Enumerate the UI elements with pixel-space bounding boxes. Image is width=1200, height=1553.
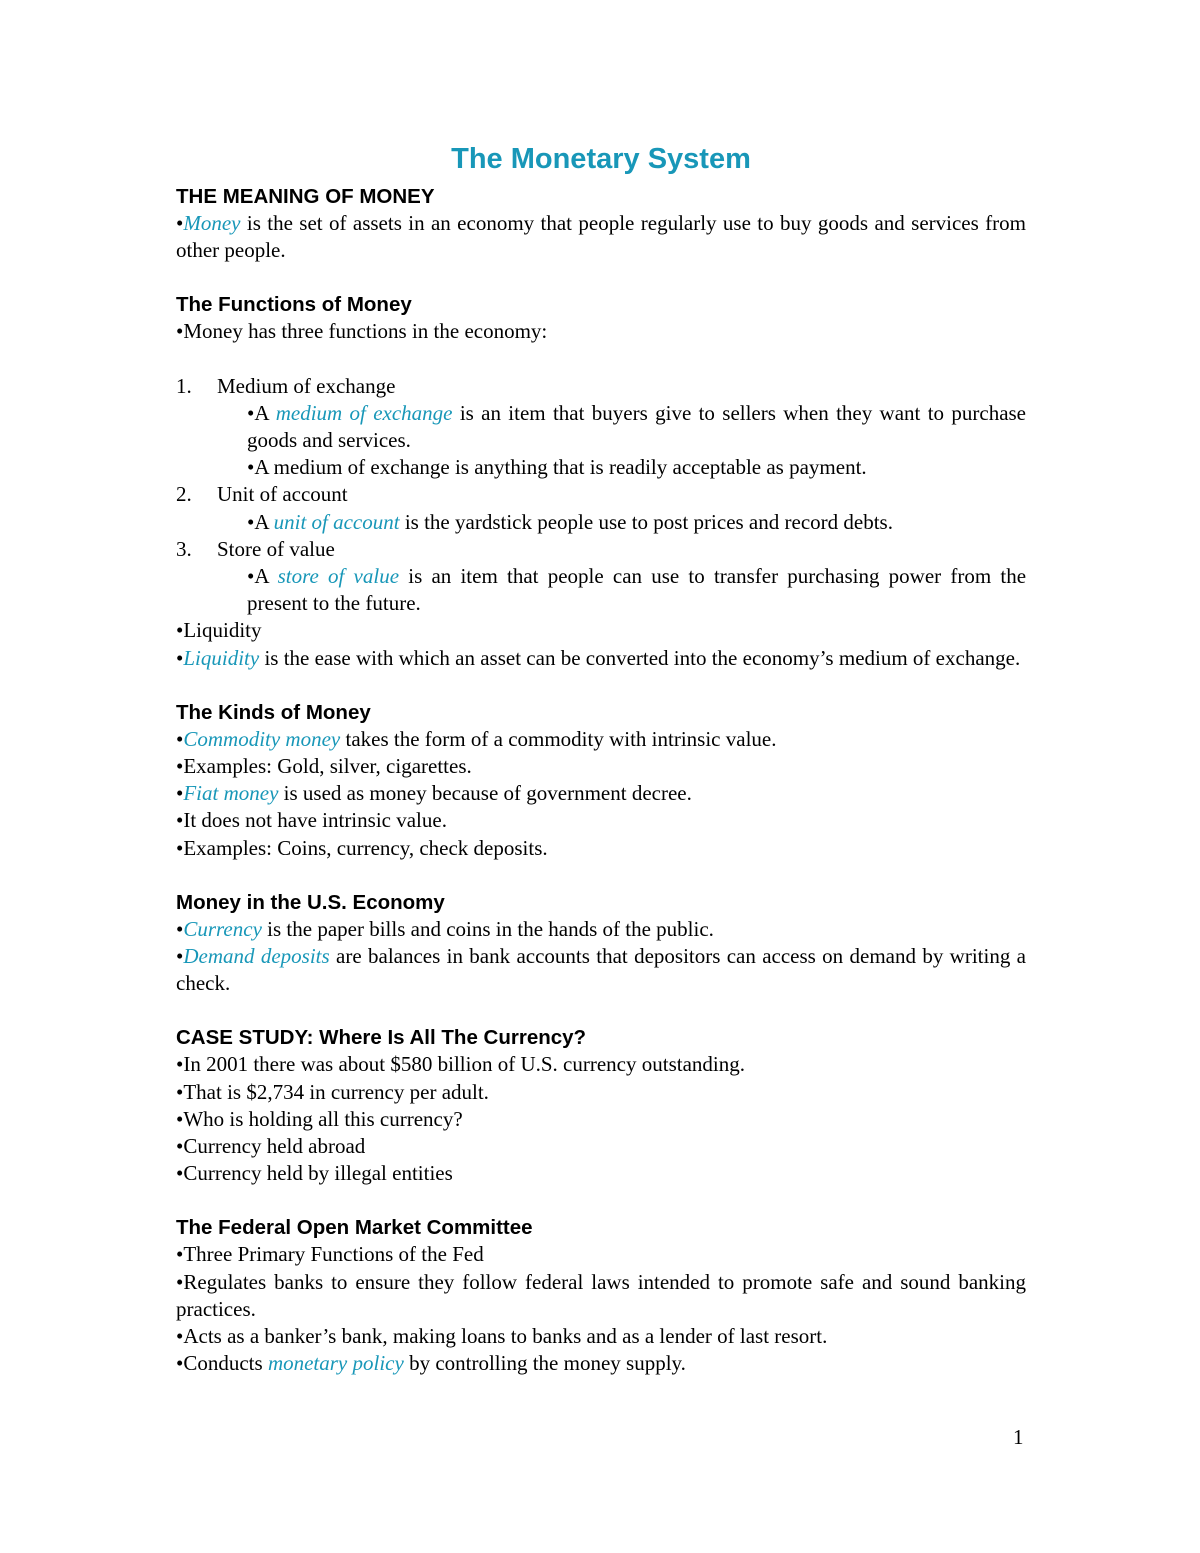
list-item-unit: 2. Unit of account bbox=[176, 482, 348, 507]
section-heading-kinds: The Kinds of Money bbox=[176, 700, 371, 724]
list-item: •Acts as a banker’s bank, making loans to banks and as a lender of last resort. bbox=[176, 1324, 828, 1349]
paragraph-liquidity-definition: •Liquidity is the ease with which an asset can be converted into the economy’s medium of exchange. bbox=[176, 645, 1021, 670]
term-medium-of-exchange: medium of exchange bbox=[275, 400, 453, 425]
term-monetary-policy: monetary policy bbox=[267, 1351, 404, 1376]
term-fiat-money: Fiat money bbox=[183, 781, 279, 806]
document-page bbox=[176, 140, 1026, 1378]
list-item: •Currency held abroad bbox=[176, 1134, 366, 1159]
list-item: •Currency held by illegal entities bbox=[176, 1161, 453, 1186]
term-unit-of-account: unit of account bbox=[273, 509, 400, 534]
term-currency: Currency bbox=[183, 916, 262, 941]
term-liquidity: Liquidity bbox=[183, 645, 260, 670]
list-item-medium: 1. Medium of exchange bbox=[176, 373, 396, 398]
paragraph-fiat-examples: •Examples: Coins, currency, check deposits. bbox=[176, 835, 548, 860]
list-item-store: 3. Store of value bbox=[176, 536, 335, 561]
term-commodity-money: Commodity money bbox=[183, 726, 341, 751]
list-item: •Regulates banks to ensure they follow federal laws intended to promote safe and sound banking practices. bbox=[176, 1269, 1026, 1321]
paragraph-fiat-intrinsic: •It does not have intrinsic value. bbox=[176, 808, 447, 833]
paragraph-functions-intro: •Money has three functions in the economy: bbox=[176, 319, 548, 344]
term-money: Money bbox=[183, 211, 241, 235]
paragraph-demand-deposits: •Demand deposits are balances in bank accounts that depositors can access on demand by writing a check. bbox=[176, 944, 1026, 996]
term-store-of-value: store of value bbox=[277, 564, 400, 589]
term-demand-deposits: Demand deposits bbox=[183, 944, 330, 969]
section-heading-fomc: The Federal Open Market Committee bbox=[176, 1216, 533, 1240]
paragraph-medium-acceptable: •A medium of exchange is anything that is readily acceptable as payment. bbox=[247, 455, 867, 480]
paragraph-commodity-examples: •Examples: Gold, silver, cigarettes. bbox=[176, 754, 472, 779]
paragraph-store-definition: •A store of value is an item that people can use to transfer purchasing power from the present to the future. bbox=[247, 564, 1027, 616]
section-heading-case-study: CASE STUDY: Where Is All The Currency? bbox=[176, 1026, 587, 1050]
paragraph-medium-definition: •A medium of exchange is an item that buyers give to sellers when they want to purchase goods and services. bbox=[247, 400, 1027, 453]
section-heading-meaning: THE MEANING OF MONEY bbox=[176, 185, 435, 208]
paragraph-fiat-money: •Fiat money is used as money because of government decree. bbox=[176, 781, 692, 806]
section-heading-us-economy: Money in the U.S. Economy bbox=[176, 890, 445, 914]
list-item: •Who is holding all this currency? bbox=[176, 1106, 463, 1131]
paragraph-money-definition: •Money is the set of assets in an economy that people regularly use to buy goods and services from other people. bbox=[176, 211, 1026, 263]
paragraph-liquidity-label: •Liquidity bbox=[176, 618, 262, 643]
page-title: The Monetary System bbox=[451, 143, 751, 175]
section-heading-functions: The Functions of Money bbox=[176, 293, 412, 317]
list-item: •That is $2,734 in currency per adult. bbox=[176, 1079, 489, 1104]
paragraph-commodity-money: •Commodity money takes the form of a commodity with intrinsic value. bbox=[176, 726, 777, 751]
list-item: •Three Primary Functions of the Fed bbox=[176, 1242, 484, 1267]
page-number: 1 bbox=[1013, 1425, 1024, 1449]
list-item: •In 2001 there was about $580 billion of U.S. currency outstanding. bbox=[176, 1052, 745, 1077]
paragraph-unit-definition: •A unit of account is the yardstick people use to post prices and record debts. bbox=[247, 509, 893, 534]
paragraph-currency: •Currency is the paper bills and coins in the hands of the public. bbox=[176, 916, 714, 941]
paragraph-monetary-policy: •Conducts monetary policy by controlling the money supply. bbox=[176, 1351, 686, 1376]
